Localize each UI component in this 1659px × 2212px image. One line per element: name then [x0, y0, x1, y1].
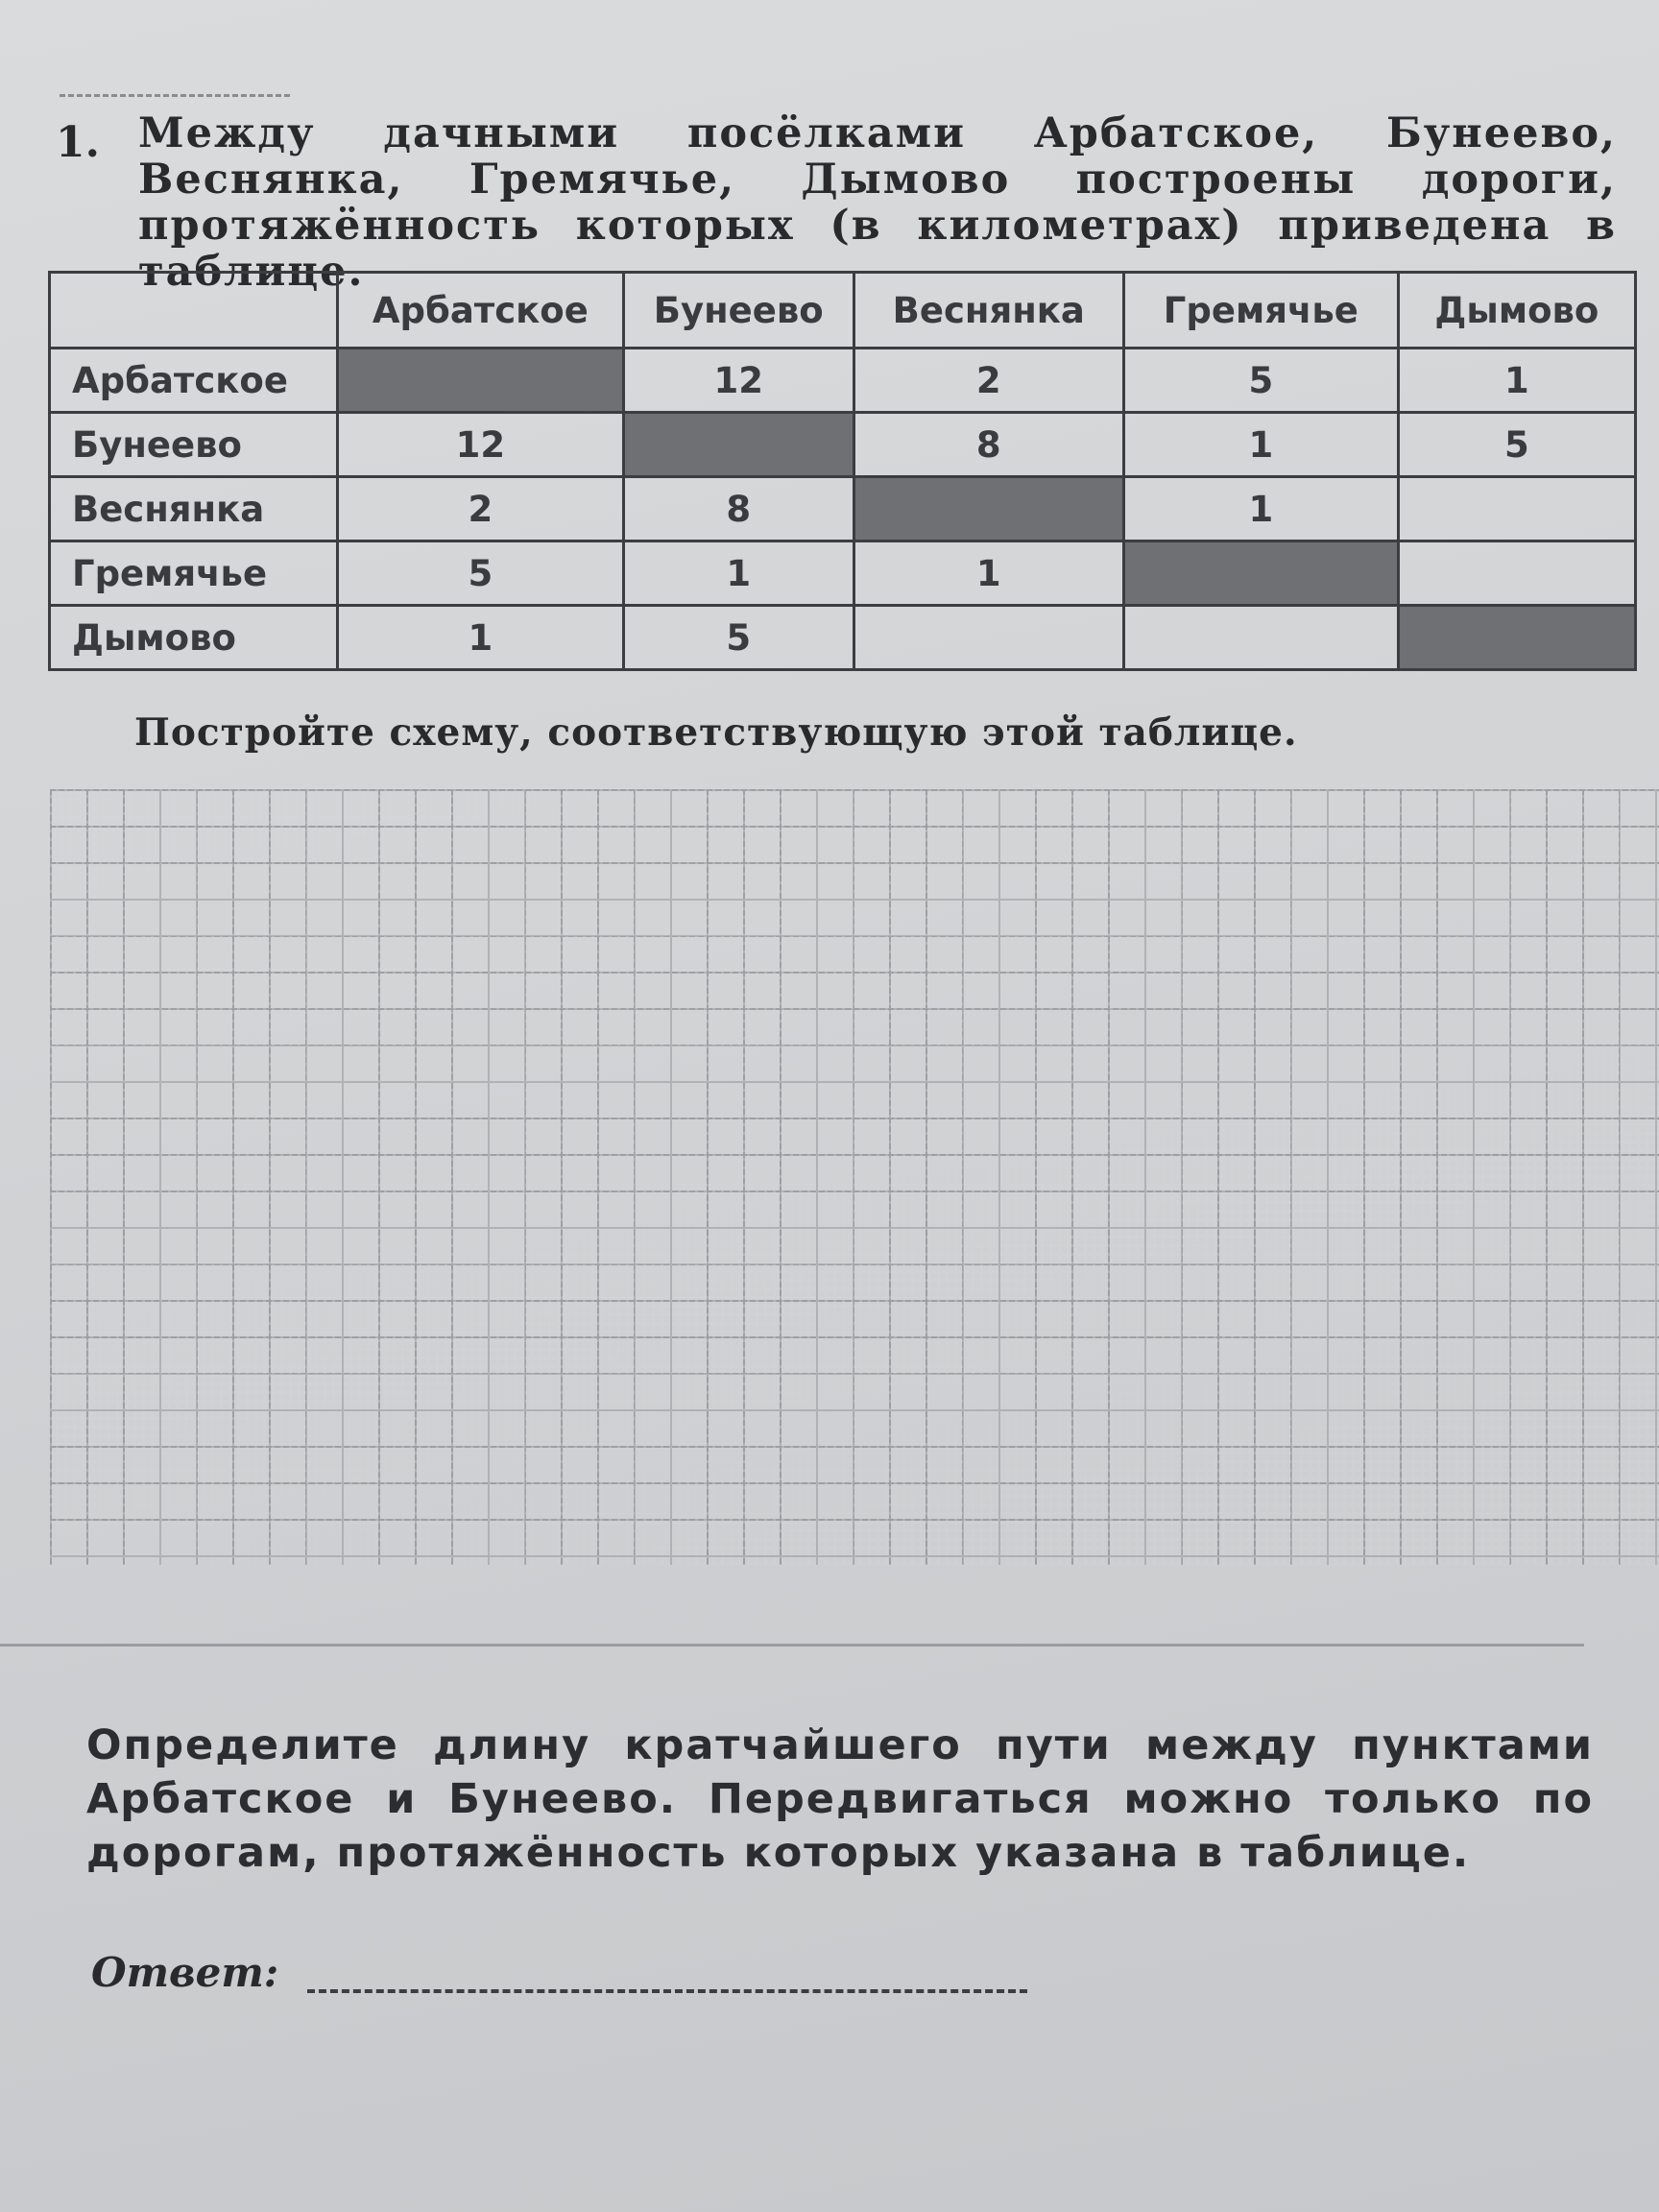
table-cell: 12 — [623, 349, 854, 413]
table-corner-cell — [50, 273, 338, 349]
diagonal-cell — [1123, 541, 1398, 606]
table-cell — [1123, 606, 1398, 670]
diagonal-cell — [854, 477, 1123, 541]
table-cell — [1398, 541, 1635, 606]
row-header-arbatskoe: Арбатское — [50, 349, 338, 413]
task-text: Между дачными посёлками Арбатское, Бунеево, Веснянка, Гремячье, Дымово построены дороги, протяжённость которых (в километрах) приведена в таблице. — [138, 109, 1617, 296]
table-row — [50, 606, 1636, 670]
table-cell: 8 — [854, 413, 1123, 477]
col-header-buneevo: Бунеево — [623, 273, 854, 349]
answer-label: Ответ: — [91, 1949, 279, 1996]
col-header-vesnyanka: Веснянка — [854, 273, 1123, 349]
table-row — [50, 541, 1636, 606]
diagonal-cell — [623, 413, 854, 477]
grid-dash-overlay — [50, 789, 1659, 1565]
table-row — [50, 349, 1636, 413]
row-header-vesnyanka: Веснянка — [50, 477, 338, 541]
table-cell — [854, 606, 1123, 670]
table-cell: 5 — [1123, 349, 1398, 413]
table-cell: 8 — [623, 477, 854, 541]
table-cell: 2 — [854, 349, 1123, 413]
table-row — [50, 477, 1636, 541]
table-row — [50, 413, 1636, 477]
table-cell: 1 — [1123, 413, 1398, 477]
question-text: Определите длину кратчайшего пути между пунктами Арбатское и Бунеево. Передвигаться можно только по дорогам, протяжённость которых указана в таблице. — [86, 1721, 1594, 1877]
distance-table — [48, 271, 1637, 671]
table-cell: 5 — [1398, 413, 1635, 477]
row-header-gremyachye: Гремячье — [50, 541, 338, 606]
table-cell — [1398, 477, 1635, 541]
col-header-arbatskoe: Арбатское — [337, 273, 623, 349]
table-cell: 1 — [337, 606, 623, 670]
col-header-dymovo: Дымово — [1398, 273, 1635, 349]
row-header-buneevo: Бунеево — [50, 413, 338, 477]
table-cell: 1 — [1398, 349, 1635, 413]
task-number: 1. — [56, 118, 100, 167]
diagonal-cell — [1398, 606, 1635, 670]
answer-field[interactable] — [307, 1989, 1027, 1993]
col-header-gremyachye: Гремячье — [1123, 273, 1398, 349]
table-cell: 1 — [1123, 477, 1398, 541]
row-header-dymovo: Дымово — [50, 606, 338, 670]
instruction-text: Постройте схему, соответствующую этой таблице. — [134, 710, 1298, 755]
diagonal-cell — [337, 349, 623, 413]
top-divider — [60, 94, 290, 97]
section-divider — [0, 1644, 1584, 1647]
table-cell: 5 — [337, 541, 623, 606]
table-cell: 12 — [337, 413, 623, 477]
table-header-row — [50, 273, 1636, 349]
table-cell: 1 — [854, 541, 1123, 606]
table-cell: 2 — [337, 477, 623, 541]
table-cell: 5 — [623, 606, 854, 670]
table-cell: 1 — [623, 541, 854, 606]
